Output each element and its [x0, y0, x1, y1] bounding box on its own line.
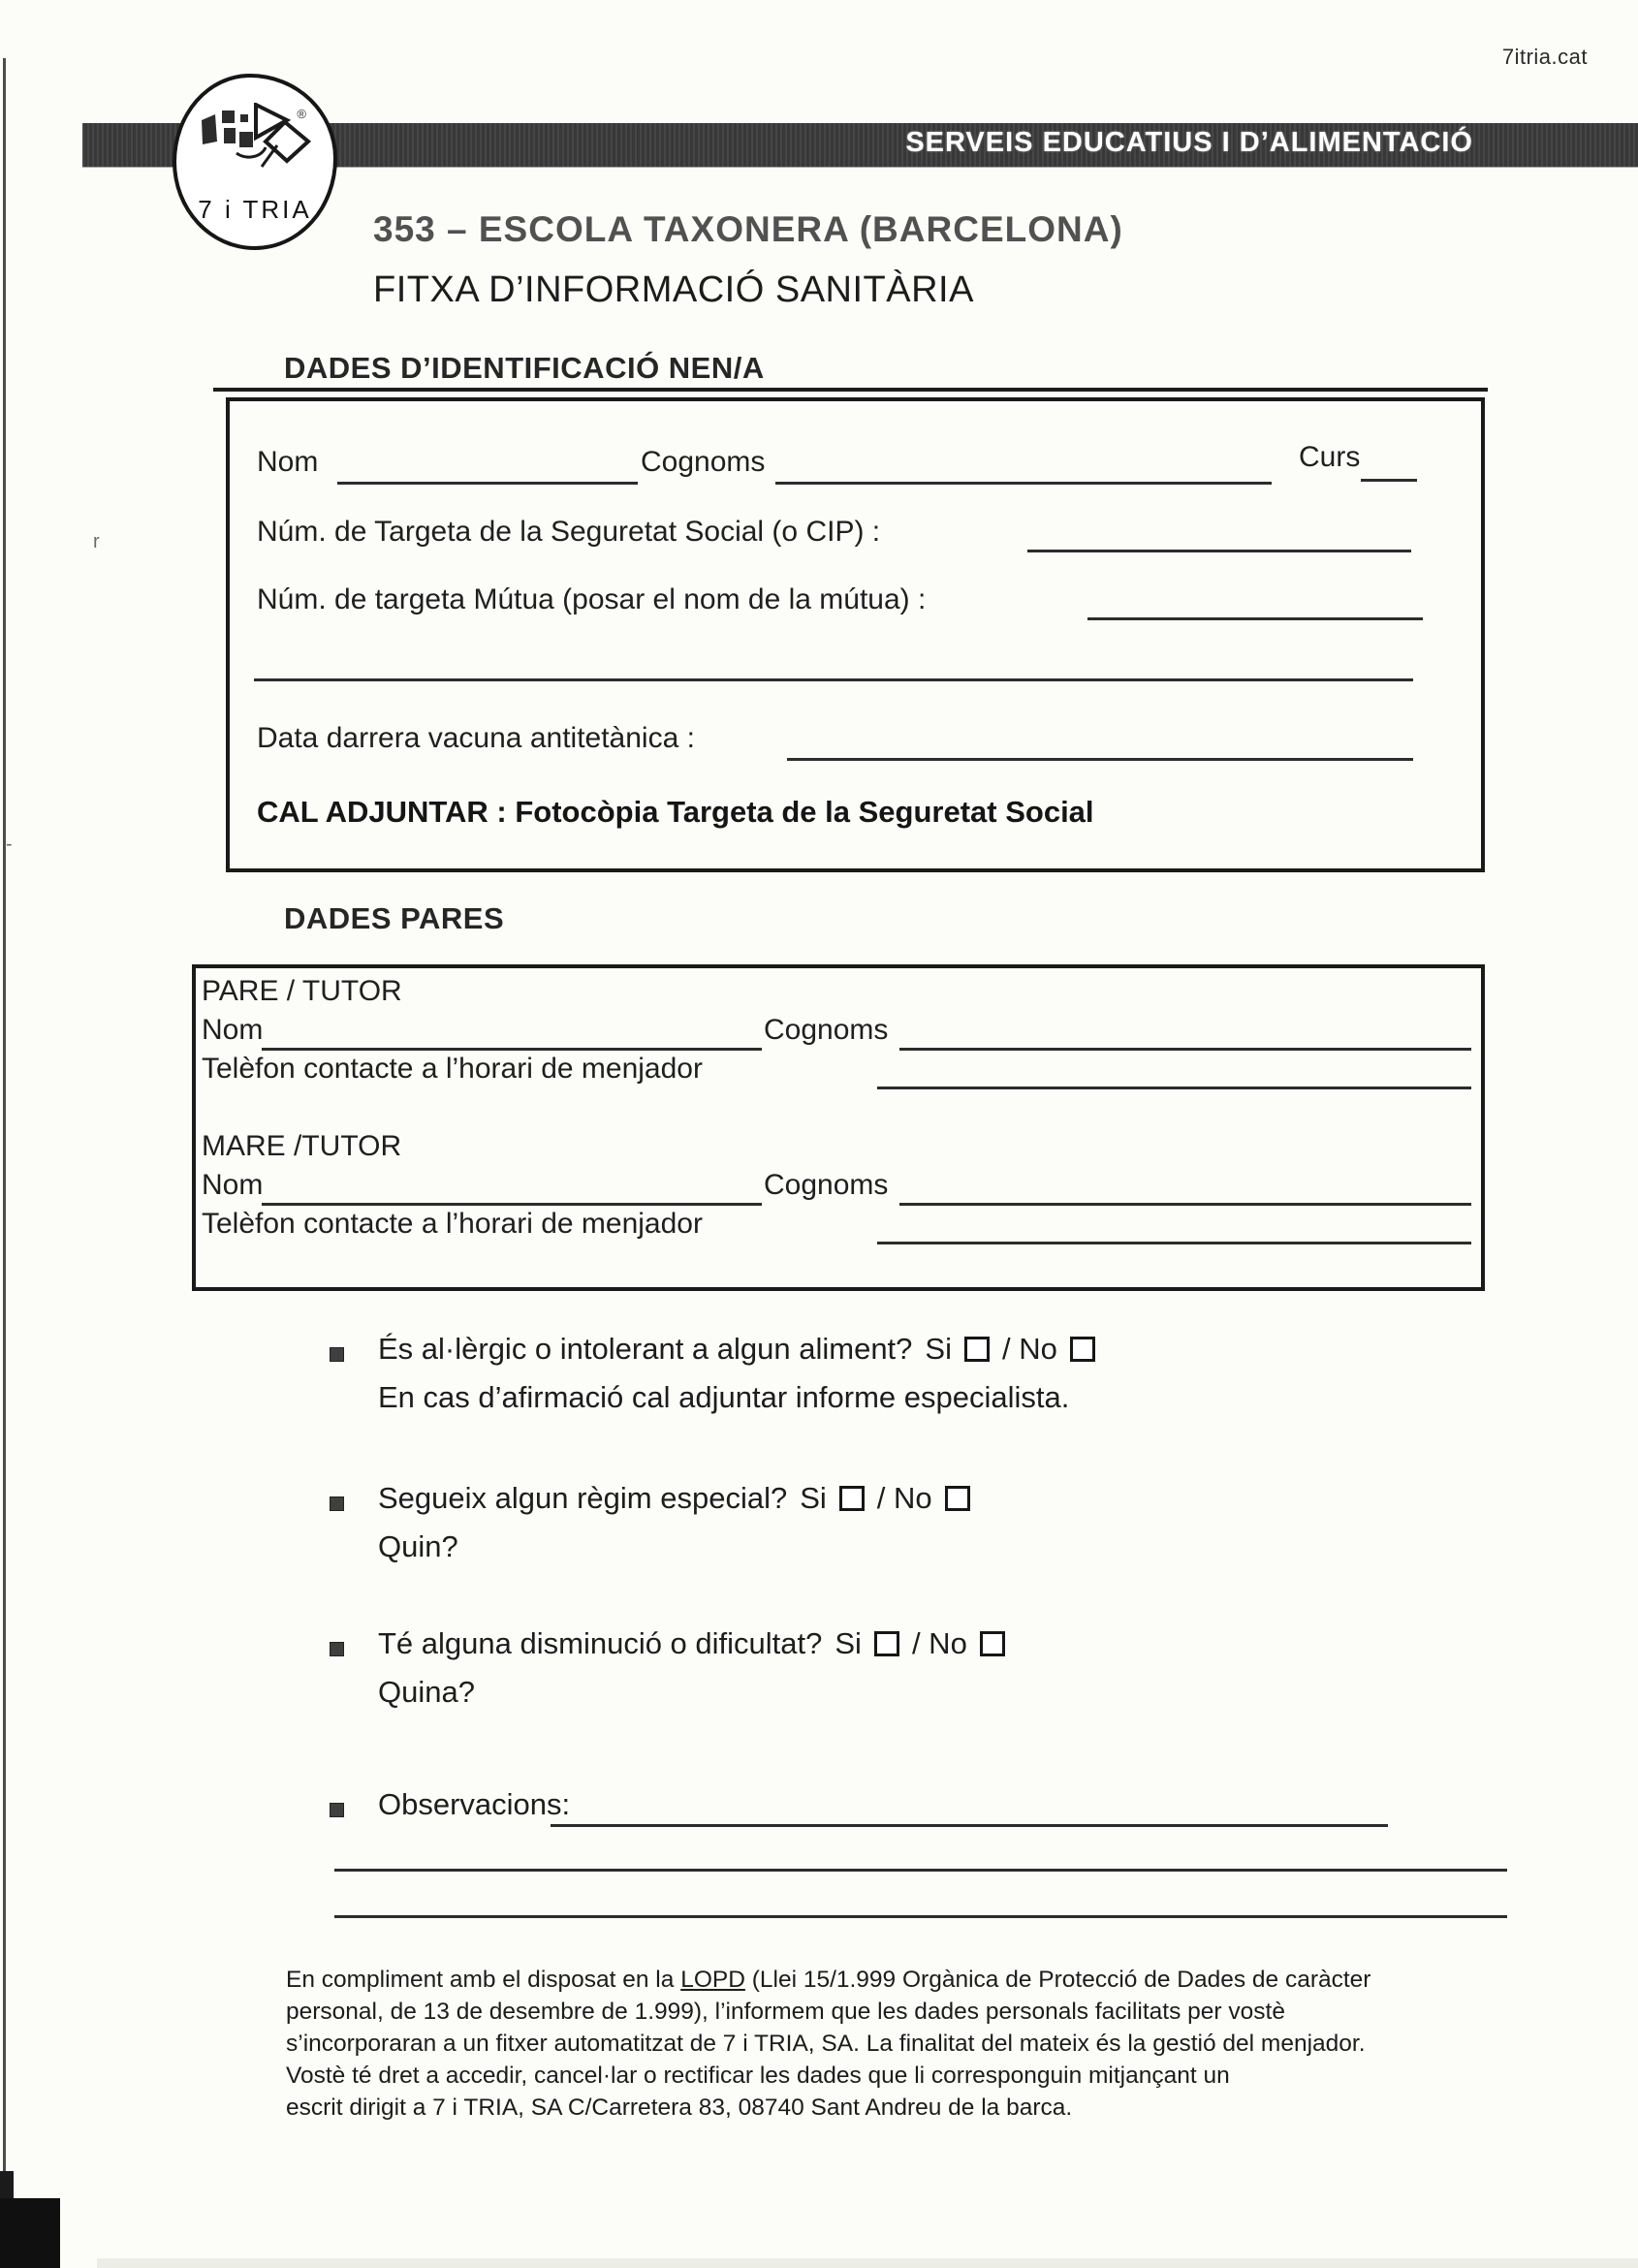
mutua-input-line[interactable] [1087, 617, 1423, 620]
seguretat-social-input-line[interactable] [1027, 550, 1411, 552]
father-cognoms-label: Cognoms [764, 1014, 889, 1046]
observations-line-2[interactable] [334, 1869, 1507, 1872]
lopd-reference: LOPD [680, 1967, 745, 1993]
nom-input-line[interactable] [337, 482, 638, 485]
observations-line-3[interactable] [334, 1915, 1507, 1918]
bullet-icon [330, 1496, 344, 1511]
mother-cognoms-label: Cognoms [764, 1169, 889, 1201]
allergy-no-checkbox[interactable] [1070, 1337, 1095, 1362]
observations-label: Observacions: [378, 1787, 571, 1821]
curs-label: Curs [1299, 441, 1361, 473]
father-phone-label: Telèfon contacte a l’horari de menjador [202, 1053, 703, 1085]
scan-speck-artifact: r [93, 531, 100, 552]
seguretat-social-label: Núm. de Targeta de la Seguretat Social (o CIP) : [257, 516, 881, 548]
legal-line-5: escrit dirigit a 7 i TRIA, SA C/Carretera 83, 08740 Sant Andreu de la barca. [286, 2095, 1073, 2121]
attach-note: CAL ADJUNTAR : Fotocòpia Targeta de la Seguretat Social [257, 795, 1094, 829]
legal-line-1-post: (Llei 15/1.999 Orgànica de Protecció de Dades de caràcter [744, 1967, 1371, 1993]
allergy-si-checkbox[interactable] [964, 1337, 990, 1362]
legal-line-4: Vostè té dret a accedir, cancel·lar o rectificar les dades que li corresponguin mitjançant un [286, 2063, 1230, 2089]
mother-phone-label: Telèfon contacte a l’horari de menjador [202, 1208, 703, 1240]
mother-cognoms-input-line[interactable] [899, 1203, 1471, 1206]
form-title: FITXA D’INFORMACIÓ SANITÀRIA [373, 269, 974, 310]
diet-question-row [378, 1481, 970, 1516]
mutua-label: Núm. de targeta Mútua (posar el nom de la mútua) : [257, 583, 927, 615]
mother-phone-input-line[interactable] [877, 1242, 1471, 1244]
nom-label: Nom [257, 446, 319, 478]
father-phone-input-line[interactable] [877, 1087, 1471, 1089]
allergy-question-row [378, 1332, 1095, 1367]
allergy-question: És al·lèrgic o intolerant a algun aliment? [378, 1332, 913, 1366]
diet-no-label: / No [876, 1481, 932, 1515]
legal-line-2: personal, de 13 de desembre de 1.999), l’informem que les dades personals facilitats per vostè [286, 1999, 1285, 2025]
legal-line-1-pre: En compliment amb el disposat en la [286, 1967, 681, 1993]
parents-heading: DADES PARES [284, 901, 505, 935]
disability-si-label: Si [835, 1626, 862, 1660]
bullet-icon [330, 1642, 344, 1656]
legal-line-3: s’incorporaran a un fitxer automatitzat de 7 i TRIA, SA. La finalitat del mateix és la gestió del menjador. [286, 2031, 1366, 2057]
mother-nom-label: Nom [202, 1169, 264, 1201]
father-cognoms-input-line[interactable] [899, 1048, 1471, 1051]
legal-notice [286, 1964, 1459, 2124]
bullet-icon [330, 1347, 344, 1362]
disability-no-checkbox[interactable] [980, 1631, 1005, 1656]
allergy-si-label: Si [925, 1332, 952, 1366]
header-banner-text: SERVEIS EDUCATIUS I D’ALIMENTACIÓ [905, 127, 1473, 158]
disability-followup: Quina? [378, 1675, 475, 1709]
legal-line-1 [286, 1964, 1459, 1996]
scan-corner-artifact [0, 2198, 60, 2268]
diet-followup: Quin? [378, 1529, 458, 1563]
cognoms-label: Cognoms [641, 446, 766, 478]
heading-rule [213, 388, 1488, 392]
7itria-logo-icon [198, 103, 312, 178]
7itria-logo [173, 74, 337, 250]
allergy-note: En cas d’afirmació cal adjuntar informe especialista. [378, 1380, 1070, 1414]
mother-nom-input-line[interactable] [262, 1203, 762, 1206]
diet-si-label: Si [800, 1481, 827, 1515]
mother-label: MARE /TUTOR [202, 1130, 402, 1162]
disability-no-label: / No [911, 1626, 967, 1660]
bullet-icon [330, 1803, 344, 1817]
father-nom-label: Nom [202, 1014, 264, 1046]
disability-question: Té alguna disminució o dificultat? [378, 1626, 823, 1660]
vacuna-label: Data darrera vacuna antitetànica : [257, 722, 695, 754]
site-url: 7itria.cat [1501, 45, 1588, 69]
mutua-continuation-line[interactable] [254, 678, 1413, 681]
father-label: PARE / TUTOR [202, 975, 402, 1007]
curs-input-line[interactable] [1361, 479, 1417, 482]
logo-text: 7 i TRIA [198, 195, 312, 224]
disability-si-checkbox[interactable] [874, 1631, 899, 1656]
registered-mark: ® [297, 107, 306, 121]
scan-bottom-edge-artifact [97, 2258, 1638, 2268]
vacuna-input-line[interactable] [787, 758, 1413, 761]
school-title: 353 – ESCOLA TAXONERA (BARCELONA) [373, 209, 1123, 249]
scan-edge-artifact [3, 58, 6, 2258]
observations-input-line[interactable] [551, 1824, 1388, 1827]
diet-si-checkbox[interactable] [839, 1486, 865, 1511]
disability-question-row [378, 1626, 1005, 1661]
father-nom-input-line[interactable] [262, 1048, 762, 1051]
identification-heading: DADES D’IDENTIFICACIÓ NEN/A [284, 351, 765, 385]
scan-speck-artifact: - [6, 834, 13, 855]
allergy-no-label: / No [1002, 1332, 1057, 1366]
cognoms-input-line[interactable] [775, 482, 1272, 485]
diet-question: Segueix algun règim especial? [378, 1481, 788, 1515]
diet-no-checkbox[interactable] [945, 1486, 970, 1511]
